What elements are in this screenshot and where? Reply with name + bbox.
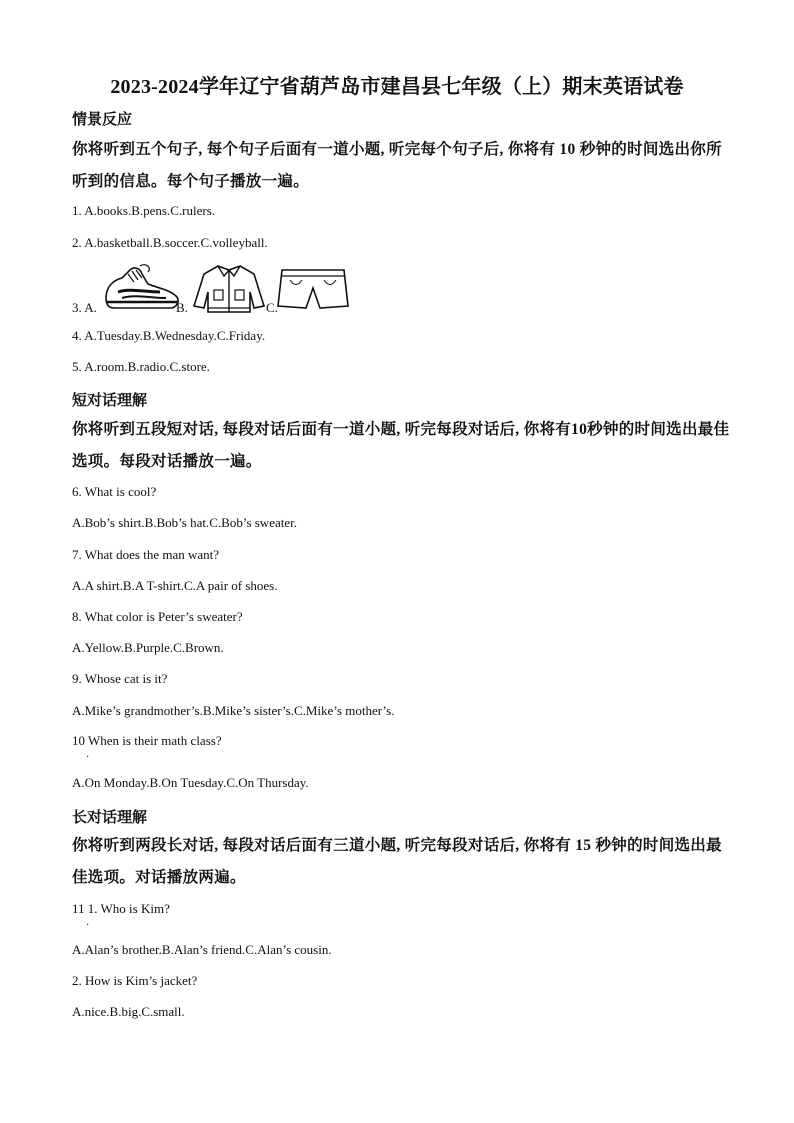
section-heading-long-dialogue: 长对话理解 <box>72 810 148 826</box>
section-heading-short-dialogue: 短对话理解 <box>72 393 148 409</box>
question-9: 9. Whose cat is it? <box>72 671 168 686</box>
q3-label-a: 3. A. <box>72 300 97 315</box>
question-11-options: A.Alan’s brother.B.Alan’s friend.C.Alan’s cousin. <box>72 942 332 957</box>
question-9-options: A.Mike’s grandmother’s.B.Mike’s sister’s.C.Mike’s mother’s. <box>72 703 395 718</box>
section-instruction-long-dialogue: 你将听到两段长对话, 每段对话后面有三道小题, 听完每段对话后, 你将有 15 秒钟的时间选出最佳选项。对话播放两遍。 <box>72 837 722 886</box>
page-title: 2023-2024学年辽宁省葫芦岛市建昌县七年级（上）期末英语试卷 <box>110 76 684 98</box>
question-5: 5. A.room.B.radio.C.store. <box>72 359 210 374</box>
question-6-options: A.Bob’s shirt.B.Bob’s hat.C.Bob’s sweater. <box>72 515 297 530</box>
sneaker-icon <box>100 262 182 316</box>
section-instruction-situational: 你将听到五个句子, 每个句子后面有一道小题, 听完每个句子后, 你将有 10 秒钟的时间选出你所听到的信息。每个句子播放一遍。 <box>72 141 722 190</box>
question-7-options: A.A shirt.B.A T-shirt.C.A pair of shoes. <box>72 578 278 593</box>
dot-mark: · <box>86 920 90 931</box>
question-3-images <box>72 262 472 318</box>
q3-label-c: C. <box>266 300 278 315</box>
question-11: 11 1. Who is Kim? <box>72 901 170 916</box>
question-6: 6. What is cool? <box>72 484 157 499</box>
question-7: 7. What does the man want? <box>72 547 220 562</box>
question-1: 1. A.books.B.pens.C.rulers. <box>72 203 215 218</box>
shorts-icon <box>276 266 350 312</box>
question-10: 10 When is their math class? <box>72 733 222 748</box>
dot-mark: · <box>86 752 90 763</box>
question-4: 4. A.Tuesday.B.Wednesday.C.Friday. <box>72 328 266 343</box>
section-heading-situational: 情景反应 <box>72 112 133 128</box>
jacket-icon <box>190 262 268 316</box>
question-2: 2. A.basketball.B.soccer.C.volleyball. <box>72 235 268 250</box>
question-12: 2. How is Kim’s jacket? <box>72 973 198 988</box>
question-12-options: A.nice.B.big.C.small. <box>72 1004 185 1019</box>
q3-label-b: B. <box>176 300 188 315</box>
section-instruction-short-dialogue: 你将听到五段短对话, 每段对话后面有一道小题, 听完每段对话后, 你将有10秒钟的时间选出最佳选项。每段对话播放一遍。 <box>72 421 730 470</box>
question-8-options: A.Yellow.B.Purple.C.Brown. <box>72 640 224 655</box>
question-10-options: A.On Monday.B.On Tuesday.C.On Thursday. <box>72 775 309 790</box>
question-8: 8. What color is Peter’s sweater? <box>72 609 243 624</box>
